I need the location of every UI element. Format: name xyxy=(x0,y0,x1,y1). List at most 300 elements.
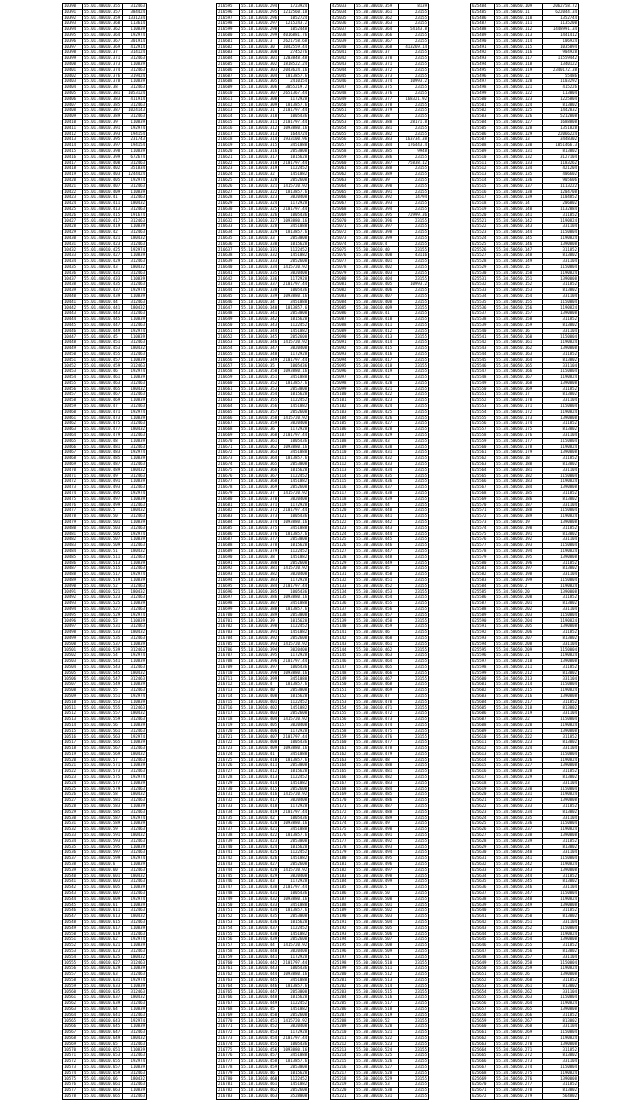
row-number-cell: 10418 xyxy=(63,166,83,172)
table-row xyxy=(217,183,309,189)
table-row xyxy=(217,38,309,44)
row-number-cell: 10535 xyxy=(63,844,83,850)
code-cell: 55.18.13010.434 xyxy=(241,907,278,913)
code-cell: 55.01.40010.591 xyxy=(83,832,123,838)
amount-cell: 1052448 xyxy=(279,27,309,33)
row-number-cell: 425217 xyxy=(331,1070,355,1076)
table-row xyxy=(217,1059,309,1065)
table-row xyxy=(63,230,147,236)
row-number-cell: 625616 xyxy=(471,769,495,775)
code-cell: 55.30.30010.448 xyxy=(355,554,399,560)
row-number-cell: 216672 xyxy=(217,450,240,456)
row-number-cell: 625578 xyxy=(471,548,495,554)
row-number-cell: 216667 xyxy=(217,421,240,427)
code-cell: 55.34.50050.123 xyxy=(495,96,543,102)
code-cell: 55.30.30010.491 xyxy=(355,832,399,838)
row-number-cell: 216768 xyxy=(217,1006,240,1012)
amount-cell: 23155 xyxy=(399,444,429,450)
row-number-cell: 10479 xyxy=(63,519,83,525)
row-number-cell: 425070 xyxy=(331,218,355,224)
amount-cell: 110839 xyxy=(123,148,147,154)
table-row xyxy=(63,873,147,879)
table-row xyxy=(63,317,147,323)
amount-cell: 23155 xyxy=(399,50,429,56)
amount-cell: 311852 xyxy=(543,351,579,357)
code-cell: 55.34.50050.130 xyxy=(495,143,543,149)
code-cell: 55.34.50050.214 xyxy=(495,682,543,688)
row-number-cell: 10538 xyxy=(63,861,83,867)
row-number-cell: 216765 xyxy=(217,989,240,995)
row-number-cell: 10536 xyxy=(63,850,83,856)
code-cell: 55.30.30010.517 xyxy=(355,1001,399,1007)
amount-cell: 180432 xyxy=(123,305,147,311)
code-cell: 55.30.30010.475 xyxy=(355,728,399,734)
table-row xyxy=(217,56,309,62)
table-row xyxy=(217,131,309,137)
row-number-cell: 216692 xyxy=(217,566,240,572)
amount-cell: 23155 xyxy=(399,56,429,62)
amount-cell: 2052600 xyxy=(279,786,309,792)
code-cell: 55.30.30010.472 xyxy=(355,711,399,717)
row-number-cell: 216701 xyxy=(217,618,240,624)
row-number-cell: 625672 xyxy=(471,1093,495,1099)
code-cell: 55.30.30010.398 xyxy=(355,230,399,236)
amount-cell: 23155 xyxy=(399,960,429,966)
code-cell: 55.18.13010.405 xyxy=(241,722,278,727)
row-number-cell: 425208 xyxy=(331,1018,355,1024)
row-number-cell: 216774 xyxy=(217,1041,240,1047)
code-cell: 55.01.40010.575 xyxy=(83,774,123,780)
code-cell: 55.34.50050.270 xyxy=(495,1041,543,1047)
row-number-cell: 425048 xyxy=(331,90,355,96)
row-number-cell: 625495 xyxy=(471,67,495,73)
code-cell: 55.34.50050.165 xyxy=(495,363,543,369)
amount-cell: 331104 xyxy=(543,293,579,299)
code-cell: 55.34.50050.238 xyxy=(495,832,543,838)
code-cell: 55.34.50050.170 xyxy=(495,398,543,404)
row-number-cell: 425218 xyxy=(331,1076,355,1082)
code-cell: 55.01.40010.395 xyxy=(83,137,123,143)
amount-cell: 1150004 xyxy=(543,1030,579,1036)
code-cell: 55.34.50050.141 xyxy=(495,212,543,218)
row-number-cell: 10516 xyxy=(63,734,83,740)
code-cell: 55.18.13010.367 xyxy=(241,473,278,478)
table-row xyxy=(217,919,309,925)
row-number-cell: 216771 xyxy=(217,1024,240,1030)
amount-cell: 312463 xyxy=(123,566,147,572)
amount-cell: 1093880.16 xyxy=(279,444,309,450)
table-row xyxy=(217,786,309,792)
amount-cell: 23155 xyxy=(399,264,429,270)
code-cell: 55.01.40010.641 xyxy=(83,1012,123,1018)
amount-cell: 2101797.44 xyxy=(279,206,309,212)
code-cell: 55.01.40010.369 xyxy=(83,44,123,50)
amount-cell: 813002 xyxy=(543,102,579,108)
code-cell: 55.18.13010.37 xyxy=(240,490,279,496)
amount-cell: 1150004 xyxy=(543,230,579,236)
row-number-cell: 425098 xyxy=(331,380,355,386)
code-cell: 55.34.50050.224 xyxy=(495,746,543,752)
code-cell: 55.34.50050.115 xyxy=(495,44,543,50)
amount-cell: 110839 xyxy=(123,61,147,67)
table-row xyxy=(63,212,147,218)
table-row xyxy=(63,537,147,543)
row-number-cell: 10396 xyxy=(63,38,83,44)
code-cell: 55.30.30010.449 xyxy=(355,560,399,566)
code-cell: 55.30.30010.419 xyxy=(355,369,399,375)
code-cell: 55.01.40010.621 xyxy=(83,943,123,949)
row-number-cell: 425123 xyxy=(331,525,355,531)
code-cell: 55.18.13010.409 xyxy=(241,745,278,751)
code-cell: 55.01.40010.387 xyxy=(83,108,123,114)
amount-cell: 1813857.6 xyxy=(279,102,309,108)
code-cell: 55.01.40010.567 xyxy=(83,746,123,752)
table-row xyxy=(217,415,309,421)
row-number-cell: 425126 xyxy=(331,543,355,549)
code-cell: 55.30.30010.438 xyxy=(355,490,399,496)
code-cell: 55.01.40010.617 xyxy=(83,925,123,931)
amount-cell: 331104 xyxy=(543,467,579,473)
amount-cell: 813002 xyxy=(543,601,579,607)
row-number-cell: 425203 xyxy=(331,989,355,995)
code-cell: 55.01.40010.633 xyxy=(83,983,123,989)
code-cell: 55.18.13010.384 xyxy=(241,583,278,588)
table-row xyxy=(217,177,309,183)
amount-cell: 23155 xyxy=(399,624,429,630)
code-cell: 55.30.30010.375 xyxy=(355,85,399,91)
code-cell: 55.18.13010.304 xyxy=(241,73,278,78)
table-row xyxy=(63,479,147,485)
row-number-cell: 625522 xyxy=(471,224,495,230)
amount-cell: 1190824 xyxy=(543,218,579,224)
code-cell: 55.01.40010.61 xyxy=(83,902,123,908)
code-cell: 55.18.13010.45 xyxy=(240,1006,279,1012)
code-cell: 55.34.50050.14 xyxy=(495,201,543,207)
amount-cell: 110839 xyxy=(123,943,147,949)
row-number-cell: 425177 xyxy=(331,838,355,844)
code-cell: 55.18.13010.411 xyxy=(241,762,278,768)
code-cell: 55.01.40010.501 xyxy=(83,519,123,525)
table-row xyxy=(63,966,147,972)
amount-cell: 180432 xyxy=(123,670,147,676)
code-cell: 55.30.30010.46 xyxy=(355,630,399,636)
code-cell: 55.34.50050.202 xyxy=(495,606,543,612)
amount-cell: 23155 xyxy=(399,224,429,230)
amount-cell: 110839 xyxy=(123,479,147,485)
amount-cell: 1150004 xyxy=(543,890,579,896)
row-number-cell: 625627 xyxy=(471,832,495,838)
amount-cell: 813002 xyxy=(543,461,579,467)
row-number-cell: 216746 xyxy=(217,879,240,885)
table-row xyxy=(217,943,309,949)
row-number-cell: 10557 xyxy=(63,972,83,978)
code-cell: 55.18.13010.310 xyxy=(241,113,278,119)
code-cell: 55.34.50050.17 xyxy=(495,392,543,398)
amount-cell: 1415720.92 xyxy=(279,264,309,270)
code-cell: 55.34.50050.131 xyxy=(495,148,543,154)
row-number-cell: 216600 xyxy=(217,32,240,38)
table-row xyxy=(63,1070,147,1076)
row-number-cell: 425200 xyxy=(331,972,355,978)
row-number-cell: 425211 xyxy=(331,1035,355,1041)
amount-cell: 1190824 xyxy=(543,340,579,346)
code-cell: 55.30.30010.500 xyxy=(355,896,399,902)
code-cell: 55.34.50050.22 xyxy=(495,717,543,723)
row-number-cell: 10578 xyxy=(63,1093,83,1099)
row-number-cell: 625545 xyxy=(471,357,495,363)
amount-cell: 192974 xyxy=(123,693,147,699)
row-number-cell: 216687 xyxy=(217,537,240,543)
table-row xyxy=(63,960,147,966)
amount-cell: 3451080 xyxy=(279,601,309,607)
table-row xyxy=(217,977,309,983)
row-number-cell: 625651 xyxy=(471,972,495,978)
code-cell: 55.34.50050.212 xyxy=(495,670,543,676)
table-row xyxy=(63,699,147,705)
row-number-cell: 216686 xyxy=(217,531,240,537)
amount-cell: 1415720.92 xyxy=(279,1018,309,1024)
row-number-cell: 625536 xyxy=(471,305,495,311)
table-row xyxy=(63,601,147,607)
code-cell: 55.18.13010.294 xyxy=(241,3,278,9)
code-cell: 55.01.40010.649 xyxy=(83,1035,123,1041)
row-number-cell: 425074 xyxy=(331,241,355,247)
code-cell: 55.30.30010.51 xyxy=(355,954,399,960)
row-number-cell: 625655 xyxy=(471,995,495,1001)
row-number-cell: 10405 xyxy=(63,90,83,96)
amount-cell: 23155 xyxy=(399,421,429,427)
code-cell: 55.30.30010.520 xyxy=(355,1024,399,1030)
code-cell: 55.18.13010.423 xyxy=(241,838,278,843)
code-cell: 55.30.30010.515 xyxy=(355,989,399,995)
amount-cell: 1451082 xyxy=(279,856,309,862)
amount-cell: 23155 xyxy=(399,832,429,838)
amount-cell: 312463 xyxy=(123,664,147,670)
code-cell: 55.34.50050.220 xyxy=(495,722,543,728)
code-cell: 55.18.13010.307 xyxy=(241,90,278,96)
row-number-cell: 425206 xyxy=(331,1006,355,1012)
row-number-cell: 625494 xyxy=(471,61,495,67)
amount-cell: 1415720.92 xyxy=(279,490,309,496)
code-cell: 55.30.30010.408 xyxy=(355,299,399,305)
row-number-cell: 625647 xyxy=(471,948,495,954)
code-cell: 55.30.30010.379 xyxy=(355,108,399,114)
code-cell: 55.30.30010.521 xyxy=(355,1030,399,1036)
code-cell: 55.18.13010.373 xyxy=(241,513,278,519)
row-number-cell: 216625 xyxy=(217,177,240,183)
amount-cell: 23155 xyxy=(399,815,429,821)
code-cell: 55.01.40010.409 xyxy=(83,189,123,195)
row-number-cell: 425135 xyxy=(331,595,355,601)
code-cell: 55.18.13010.319 xyxy=(241,165,278,171)
code-cell: 55.34.50050.257 xyxy=(495,954,543,960)
table-row xyxy=(63,241,147,247)
code-cell: 55.18.13010.365 xyxy=(241,461,278,467)
code-cell: 55.18.13010.364 xyxy=(241,455,278,461)
row-number-cell: 216634 xyxy=(217,230,240,236)
code-cell: 55.34.50050.127 xyxy=(495,119,543,125)
amount-cell: 192974 xyxy=(123,572,147,578)
amount-cell: 110839 xyxy=(123,119,147,125)
table-row xyxy=(63,73,147,79)
code-cell: 55.01.40010.45 xyxy=(83,334,123,340)
table-row xyxy=(217,195,309,201)
code-cell: 55.34.50050.139 xyxy=(495,195,543,201)
row-number-cell: 216744 xyxy=(217,867,240,873)
amount-cell: 1415720.92 xyxy=(279,340,309,346)
row-number-cell: 216695 xyxy=(217,583,240,589)
amount-cell: 331104 xyxy=(543,537,579,543)
row-number-cell: 625621 xyxy=(471,798,495,804)
amount-cell: 1212560.18 xyxy=(279,9,309,15)
code-cell: 55.34.50050.259 xyxy=(495,966,543,972)
amount-cell: 331104 xyxy=(543,572,579,578)
code-cell: 55.34.50050.235 xyxy=(495,815,543,821)
table-row xyxy=(63,56,147,62)
code-cell: 55.30.30010.384 xyxy=(355,143,399,149)
row-number-cell: 10421 xyxy=(63,183,83,189)
code-cell: 55.34.50050.258 xyxy=(495,960,543,966)
row-number-cell: 425110 xyxy=(331,450,355,456)
amount-cell: 1390008 xyxy=(543,346,579,352)
code-cell: 55.34.50050.245 xyxy=(495,879,543,885)
code-cell: 55.18.13010.432 xyxy=(241,896,278,901)
amount-cell: 1183262 xyxy=(543,160,579,166)
code-cell: 55.01.40010.39 xyxy=(83,119,123,125)
amount-cell: 1150004 xyxy=(543,786,579,792)
amount-cell: 23155 xyxy=(399,734,429,740)
code-cell: 55.18.13010.454 xyxy=(241,1035,278,1040)
code-cell: 55.34.50050.187 xyxy=(495,502,543,508)
amount-cell: 1005436 xyxy=(279,363,309,369)
row-number-cell: 625544 xyxy=(471,351,495,357)
row-number-cell: 625579 xyxy=(471,554,495,560)
code-cell: 55.01.40010.659 xyxy=(83,1070,123,1076)
table-row xyxy=(217,160,309,166)
row-number-cell: 216722 xyxy=(217,740,240,746)
code-cell: 55.30.30010.406 xyxy=(355,288,399,294)
code-cell: 55.34.50050.124 xyxy=(495,102,543,108)
row-number-cell: 216772 xyxy=(217,1030,240,1036)
table-row xyxy=(217,937,309,943)
row-number-cell: 625607 xyxy=(471,717,495,723)
amount-cell: 1150004 xyxy=(543,717,579,723)
row-number-cell: 216650 xyxy=(217,322,240,328)
code-cell: 55.34.50050.254 xyxy=(495,937,543,943)
amount-cell: 2053000 xyxy=(279,311,309,317)
table-row xyxy=(63,392,147,398)
row-number-cell: 216676 xyxy=(217,473,240,479)
amount-cell: 180432 xyxy=(123,386,147,392)
table-row xyxy=(217,531,309,537)
table-row xyxy=(217,253,309,259)
row-number-cell: 216762 xyxy=(217,972,240,978)
amount-cell: 2410154 xyxy=(279,79,309,85)
amount-cell: 813002 xyxy=(543,253,579,259)
amount-cell: 23155 xyxy=(399,589,429,595)
row-number-cell: 625558 xyxy=(471,432,495,438)
amount-cell: 23155 xyxy=(399,1053,429,1059)
table-row xyxy=(331,143,429,149)
code-cell: 55.30.30010.531 xyxy=(355,1093,399,1099)
table-row xyxy=(217,856,309,862)
amount-cell: 351834 xyxy=(123,166,147,172)
code-cell: 55.34.50050.179 xyxy=(495,450,543,456)
row-number-cell: 10527 xyxy=(63,798,83,804)
amount-cell: 1225804 xyxy=(543,96,579,102)
code-cell: 55.01.40010.6 xyxy=(83,861,123,867)
table-row xyxy=(217,1006,309,1012)
amount-cell: 23155 xyxy=(399,676,429,682)
table-row xyxy=(63,769,147,775)
row-number-cell: 625554 xyxy=(471,409,495,415)
amount-cell: 23155 xyxy=(399,861,429,867)
row-number-cell: 425106 xyxy=(331,427,355,433)
code-cell: 55.30.30010.530 xyxy=(355,1088,399,1094)
row-number-cell: 10480 xyxy=(63,525,83,531)
code-cell: 55.34.50050.23 xyxy=(495,780,543,786)
row-number-cell: 10442 xyxy=(63,305,83,311)
row-number-cell: 625509 xyxy=(471,148,495,154)
table-row xyxy=(63,1001,147,1007)
amount-cell: 2052600 xyxy=(279,177,309,183)
amount-cell: 2052600 xyxy=(279,560,309,566)
row-number-cell: 10569 xyxy=(63,1041,83,1047)
code-cell: 55.01.40010.539 xyxy=(83,647,123,653)
code-cell: 55.34.50050.216 xyxy=(495,693,543,699)
amount-cell: 1451082 xyxy=(279,1082,309,1088)
amount-cell: 1390008 xyxy=(543,763,579,769)
table-row xyxy=(63,1035,147,1041)
amount-cell: 110839 xyxy=(123,902,147,908)
amount-cell: 23155 xyxy=(399,1001,429,1007)
code-cell: 55.18.13010.422 xyxy=(241,832,278,838)
amount-cell: 1172928 xyxy=(279,427,309,433)
code-cell: 55.18.13010.308 xyxy=(241,96,278,101)
table-row xyxy=(63,160,147,166)
amount-cell: 23155 xyxy=(399,201,429,207)
table-row xyxy=(63,27,147,33)
amount-cell: 23155 xyxy=(399,508,429,514)
row-number-cell: 625625 xyxy=(471,821,495,827)
code-cell: 55.01.40010.47 xyxy=(83,403,123,409)
amount-cell: 23155 xyxy=(399,392,429,398)
amount-cell: 1351828 xyxy=(543,125,579,131)
row-number-cell: 10488 xyxy=(63,572,83,578)
code-cell: 55.34.50050.169 xyxy=(495,386,543,392)
row-number-cell: 425089 xyxy=(331,328,355,334)
code-cell: 55.18.13010.412 xyxy=(241,768,278,774)
row-number-cell: 10434 xyxy=(63,259,83,265)
row-number-cell: 10482 xyxy=(63,537,83,543)
code-cell: 55.30.30010.493 xyxy=(355,844,399,850)
code-cell: 55.18.13010.33 xyxy=(240,235,279,241)
row-number-cell: 425146 xyxy=(331,659,355,665)
amount-cell: 1451082 xyxy=(279,630,309,636)
amount-cell: 23155 xyxy=(399,850,429,856)
code-cell: 55.01.40010.52 xyxy=(83,583,123,589)
amount-cell: 110839 xyxy=(123,1064,147,1070)
table-row xyxy=(217,896,309,902)
table-row xyxy=(217,670,309,676)
data-table-1 xyxy=(62,3,147,1100)
amount-cell: 813002 xyxy=(543,948,579,954)
table-row xyxy=(217,502,309,508)
amount-cell: 1390008 xyxy=(543,902,579,908)
code-cell: 55.01.40010.451 xyxy=(83,340,123,346)
amount-cell: 813002 xyxy=(543,566,579,572)
table-row xyxy=(63,612,147,618)
